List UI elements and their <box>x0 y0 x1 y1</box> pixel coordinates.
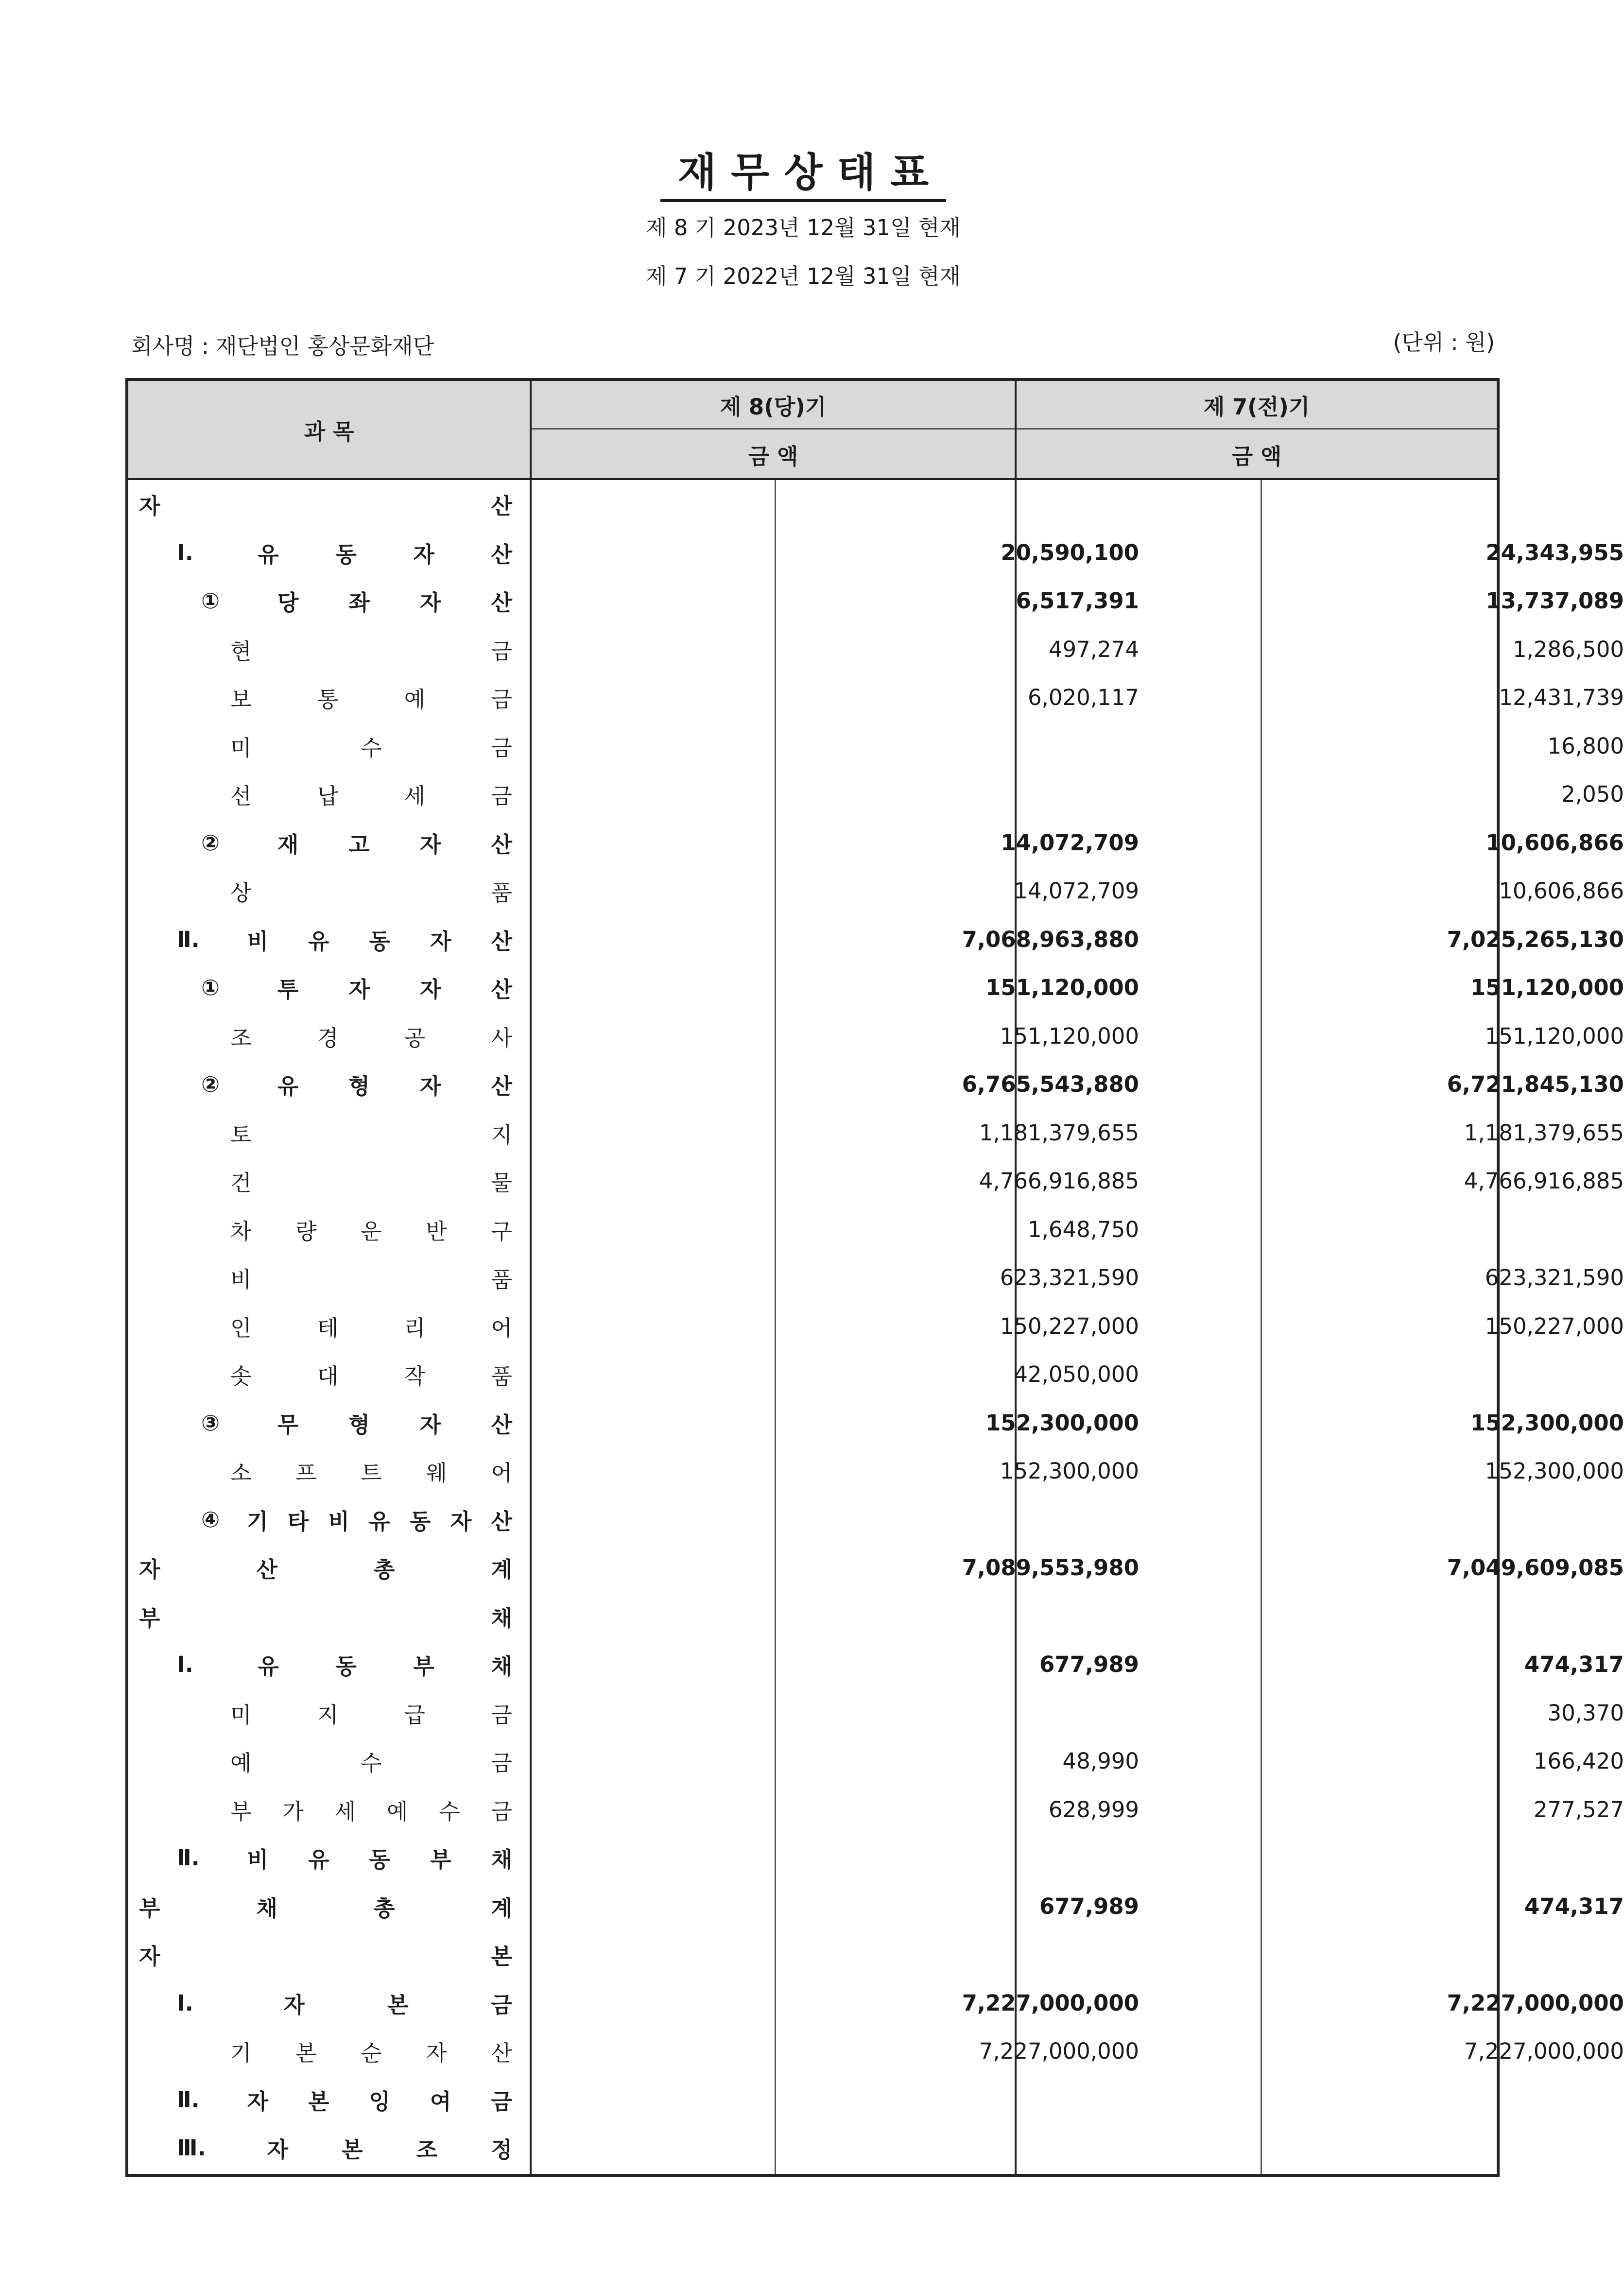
account-label-char: 보 <box>230 687 252 713</box>
previous-amount <box>1261 2076 1624 2124</box>
account-label-char: 산 <box>491 977 512 1003</box>
account-label-char: 자 <box>450 1508 472 1534</box>
account-label-char: 형 <box>348 1073 370 1100</box>
account-label-char: 트 <box>361 1460 382 1486</box>
account-label-char: 투 <box>277 977 299 1003</box>
account-label-char: 산 <box>491 1411 512 1438</box>
account-label-char: 인 <box>230 1315 252 1341</box>
account-label <box>230 1157 512 1205</box>
account-label <box>230 625 512 674</box>
account-label <box>230 673 512 722</box>
previous-amount: 152,300,000 <box>1470 1410 1624 1436</box>
account-label-char: 타 <box>287 1508 309 1534</box>
table-row <box>128 1012 1624 1061</box>
previous-amount: 151,120,000 <box>1470 975 1624 1001</box>
account-label-char: 고 <box>348 831 370 858</box>
account-label-char: 자 <box>426 2040 447 2066</box>
account-label-char: 총 <box>374 1557 395 1583</box>
account-label-char: 공 <box>404 1025 426 1051</box>
account-label <box>201 819 512 867</box>
table-row <box>128 1640 1624 1689</box>
previous-amount: 13,737,089 <box>1486 588 1624 614</box>
table-row <box>128 1350 1497 1399</box>
account-label <box>230 770 512 819</box>
account-label-char: 부 <box>413 1653 434 1680</box>
table-row <box>128 1060 1624 1109</box>
current-amount: 152,300,000 <box>1000 1458 1139 1484</box>
account-label-char: 예 <box>230 1750 252 1776</box>
table-row <box>128 1496 1497 1544</box>
previous-amount: 7,227,000,000 <box>1447 1990 1624 2016</box>
account-label-char: 세 <box>404 783 426 809</box>
current-amount: 677,989 <box>1039 1652 1139 1678</box>
account-label-char: 자 <box>419 831 441 858</box>
account-label-char: 채 <box>491 1653 512 1680</box>
previous-amount <box>1261 480 1624 529</box>
header-previous-amount: 금 액 <box>1231 443 1282 469</box>
account-label-char: 여 <box>430 2088 451 2115</box>
account-label-char: 자 <box>139 493 160 519</box>
previous-amount <box>1261 1834 1624 1882</box>
account-label <box>230 1689 512 1738</box>
account-label-char: 산 <box>491 541 512 568</box>
account-label-char: 채 <box>491 1847 512 1873</box>
account-label-char: 세 <box>334 1798 356 1824</box>
account-label-char: 산 <box>491 831 512 858</box>
table-row <box>128 819 1624 867</box>
table-row <box>128 529 1624 577</box>
account-label-char: 사 <box>491 1025 512 1051</box>
account-label <box>139 480 512 529</box>
account-label-char: 예 <box>404 687 426 713</box>
account-label-char: 차 <box>230 1218 252 1244</box>
account-label-char: 상 <box>230 880 252 906</box>
table-row <box>128 2076 1497 2124</box>
account-label-char: 산 <box>491 493 512 519</box>
account-label-char: 기 <box>247 1508 268 1534</box>
account-label-char: 부 <box>139 1895 160 1921</box>
current-amount: 677,989 <box>1039 1893 1139 1919</box>
current-amount: 20,590,100 <box>1001 539 1139 566</box>
current-amount <box>775 1689 1139 1738</box>
account-label <box>177 1979 512 2028</box>
table-row <box>128 1930 1497 1979</box>
account-label-char: 프 <box>295 1460 317 1486</box>
account-label-char: 동 <box>369 1847 390 1873</box>
account-label-char: 동 <box>409 1508 431 1534</box>
account-label-char: 물 <box>491 1170 512 1196</box>
account-label-char: 계 <box>491 1557 512 1583</box>
previous-amount: 2,050 <box>1561 781 1624 808</box>
account-label-char: 경 <box>317 1025 339 1051</box>
account-label-char: 지 <box>491 1121 512 1148</box>
table-row <box>128 1689 1624 1738</box>
account-label-char: 부 <box>230 1798 252 1824</box>
account-prefix: Ⅱ. <box>177 1845 207 1871</box>
account-label-char: 본 <box>295 2040 317 2066</box>
table-row <box>128 625 1624 674</box>
previous-amount: 24,343,955 <box>1486 539 1624 566</box>
account-prefix: Ⅲ. <box>177 2135 214 2161</box>
previous-amount: 12,431,739 <box>1499 685 1624 711</box>
previous-amount <box>1261 1592 1624 1641</box>
period-current: 제 8 기 2023년 12월 31일 현재 <box>646 215 961 241</box>
table-row <box>128 1737 1624 1786</box>
account-prefix: ② <box>201 1071 227 1098</box>
table-row <box>128 2027 1624 2076</box>
table-row <box>128 1109 1624 1157</box>
account-label-char: 통 <box>317 687 339 713</box>
current-amount: 150,227,000 <box>1000 1313 1139 1339</box>
period-previous: 제 7 기 2022년 12월 31일 현재 <box>646 263 961 289</box>
account-label-char: 본 <box>387 1992 409 2018</box>
account-label-char: 당 <box>277 590 299 616</box>
account-label <box>201 1496 512 1544</box>
current-amount: 1,181,379,655 <box>979 1119 1139 1146</box>
previous-amount: 1,286,500 <box>1512 636 1624 662</box>
previous-amount: 7,025,265,130 <box>1447 926 1624 952</box>
account-label <box>177 529 512 577</box>
previous-amount: 4,766,916,885 <box>1464 1168 1624 1194</box>
account-label-char: 유 <box>369 1508 390 1534</box>
table-row <box>128 1254 1624 1302</box>
account-label-char: 테 <box>317 1315 339 1341</box>
account-label-char: 산 <box>491 2040 512 2066</box>
previous-amount: 277,527 <box>1533 1796 1624 1823</box>
previous-amount <box>1261 1350 1624 1399</box>
account-label-char: 자 <box>267 2137 288 2163</box>
account-label-char: 금 <box>491 735 512 761</box>
account-label-char: 재 <box>277 831 299 858</box>
current-amount: 497,274 <box>1048 636 1139 662</box>
table-row <box>128 915 1624 964</box>
account-label-char: 채 <box>256 1895 277 1921</box>
account-label-char: 자 <box>419 977 441 1003</box>
previous-amount: 7,049,609,085 <box>1447 1555 1624 1581</box>
account-label-char: 금 <box>491 1992 512 2018</box>
account-label-char: 비 <box>247 1847 268 1873</box>
account-label-char: 부 <box>430 1847 451 1873</box>
table-row <box>128 1399 1624 1447</box>
previous-amount: 152,300,000 <box>1485 1458 1624 1484</box>
account-label-char: 유 <box>308 928 329 954</box>
table-row <box>128 1979 1624 2028</box>
account-label-char: 예 <box>386 1798 408 1824</box>
account-label <box>201 964 512 1012</box>
account-label-char: 웨 <box>426 1460 447 1486</box>
account-label <box>230 1302 512 1351</box>
account-label-char: 대 <box>317 1363 339 1390</box>
account-label-char: 금 <box>491 1750 512 1776</box>
account-label-char: 자 <box>419 590 441 616</box>
account-label-char: 기 <box>230 2040 252 2066</box>
table-row <box>128 577 1624 625</box>
table-row <box>128 1544 1624 1592</box>
account-prefix: Ⅱ. <box>177 2086 207 2113</box>
table-header <box>128 381 1497 478</box>
account-label-char: 유 <box>277 1073 299 1100</box>
account-label-char: 본 <box>308 2088 329 2115</box>
account-label-char: 순 <box>361 2040 382 2066</box>
account-label-char: 형 <box>348 1411 370 1438</box>
previous-amount: 16,800 <box>1547 733 1624 759</box>
current-amount: 6,517,391 <box>1016 588 1139 614</box>
account-label-char: 자 <box>348 977 370 1003</box>
previous-amount: 150,227,000 <box>1485 1313 1624 1339</box>
account-label-char: 량 <box>295 1218 317 1244</box>
previous-amount: 30,370 <box>1547 1700 1624 1726</box>
table-row <box>128 2124 1497 2172</box>
current-amount <box>775 1496 1139 1544</box>
account-label-char: 납 <box>317 783 339 809</box>
table-row <box>128 964 1624 1012</box>
account-label-char: 자 <box>283 1992 305 2018</box>
account-label-char: 수 <box>361 735 382 761</box>
account-label-char: 자 <box>413 541 434 568</box>
account-label-char: 지 <box>317 1702 339 1728</box>
account-label-char: 비 <box>247 928 268 954</box>
table-row <box>128 1447 1624 1496</box>
table-row <box>128 1882 1624 1931</box>
account-label <box>230 1447 512 1496</box>
account-label-char: 유 <box>258 541 279 568</box>
account-label <box>139 1544 512 1592</box>
previous-amount <box>1261 1205 1624 1254</box>
account-label-char: 산 <box>491 1073 512 1100</box>
account-label-char: 부 <box>139 1605 160 1631</box>
account-label-char: 비 <box>328 1508 349 1534</box>
current-amount: 623,321,590 <box>1000 1265 1139 1291</box>
account-label <box>230 1254 512 1302</box>
account-label-char: 구 <box>491 1218 512 1244</box>
account-label-char: 본 <box>342 2137 363 2163</box>
current-amount: 151,120,000 <box>1000 1023 1139 1049</box>
account-prefix: ④ <box>201 1506 227 1532</box>
account-label-char: 품 <box>491 1267 512 1293</box>
current-amount <box>775 1930 1139 1979</box>
account-label-char: 운 <box>361 1218 382 1244</box>
account-label <box>139 1930 512 1979</box>
current-amount <box>775 1834 1139 1882</box>
account-label-char: 선 <box>230 783 252 809</box>
table-row <box>128 1157 1624 1205</box>
account-label-char: 산 <box>491 928 512 954</box>
account-label <box>177 2076 512 2124</box>
account-label <box>201 577 512 625</box>
account-label-char: 금 <box>491 2088 512 2115</box>
table-row <box>128 1302 1624 1351</box>
current-amount <box>775 480 1139 529</box>
account-label-char: 품 <box>491 1363 512 1390</box>
company-name: 회사명 : 재단법인 홍상문화재단 <box>131 333 434 359</box>
account-label-char: 동 <box>369 928 390 954</box>
table-row <box>128 867 1624 915</box>
table-row <box>128 770 1624 819</box>
account-label <box>177 2124 512 2172</box>
account-label-char: 비 <box>230 1267 252 1293</box>
previous-amount: 166,420 <box>1533 1748 1624 1774</box>
previous-amount <box>1261 2124 1624 2172</box>
account-label-char: 현 <box>230 638 252 664</box>
current-amount: 14,072,709 <box>1001 829 1139 856</box>
account-label-char: 금 <box>491 638 512 664</box>
account-label-char: 채 <box>491 1605 512 1631</box>
current-amount <box>775 1592 1139 1641</box>
account-label-char: 어 <box>491 1315 512 1341</box>
account-label-char: 미 <box>230 1702 252 1728</box>
account-label-char: 동 <box>335 1653 357 1680</box>
account-label-char: 유 <box>308 1847 329 1873</box>
account-label-char: 건 <box>230 1170 252 1196</box>
current-amount: 7,227,000,000 <box>962 1990 1139 2016</box>
account-label-char: 품 <box>491 880 512 906</box>
account-label-char: 솟 <box>230 1363 252 1390</box>
header-current-period: 제 8(당)기 <box>720 394 827 420</box>
account-label <box>230 1012 512 1061</box>
current-amount: 1,648,750 <box>1027 1216 1139 1242</box>
account-label <box>230 1205 512 1254</box>
previous-amount: 10,606,866 <box>1486 829 1624 856</box>
account-label-char: 작 <box>404 1363 426 1390</box>
account-prefix: ② <box>201 829 227 856</box>
current-amount: 48,990 <box>1062 1748 1139 1774</box>
previous-amount: 623,321,590 <box>1485 1265 1624 1291</box>
current-amount <box>775 2076 1139 2124</box>
account-label-char: 소 <box>230 1460 252 1486</box>
account-label-char: 조 <box>416 2137 438 2163</box>
account-label <box>230 2027 512 2076</box>
account-label-char: 자 <box>419 1411 441 1438</box>
account-label <box>177 1834 512 1882</box>
current-amount <box>775 2124 1139 2172</box>
current-amount: 4,766,916,885 <box>979 1168 1139 1194</box>
account-label-char: 자 <box>247 2088 268 2115</box>
account-label <box>230 722 512 771</box>
current-amount: 628,999 <box>1048 1796 1139 1823</box>
account-label <box>139 1592 512 1641</box>
account-label-char: 유 <box>258 1653 279 1680</box>
header-current-amount: 금 액 <box>748 443 798 469</box>
account-prefix: ③ <box>201 1410 227 1436</box>
balance-sheet-table <box>125 378 1624 2177</box>
account-label-char: 수 <box>361 1750 382 1776</box>
account-label-char: 계 <box>491 1895 512 1921</box>
header-divider <box>532 428 1497 430</box>
account-label-char: 자 <box>419 1073 441 1100</box>
account-label-char: 정 <box>491 2137 512 2163</box>
account-prefix: ① <box>201 588 227 614</box>
account-label-char: 동 <box>335 541 357 568</box>
account-label <box>177 1640 512 1689</box>
account-label-char: 잉 <box>369 2088 390 2115</box>
current-amount: 151,120,000 <box>985 975 1139 1001</box>
account-label-char: 반 <box>426 1218 447 1244</box>
account-label-char: 자 <box>139 1557 160 1583</box>
account-label-char: 자 <box>139 1944 160 1970</box>
table-row <box>128 480 1497 529</box>
account-label-char: 금 <box>491 783 512 809</box>
account-label <box>177 915 512 964</box>
account-prefix: ① <box>201 975 227 1001</box>
account-label <box>139 1882 512 1931</box>
account-label-char: 산 <box>256 1557 277 1583</box>
account-label-char: 산 <box>491 1508 512 1534</box>
account-label <box>230 1109 512 1157</box>
account-prefix: Ⅰ. <box>177 539 201 566</box>
previous-amount <box>1261 1496 1624 1544</box>
previous-amount <box>1261 1930 1624 1979</box>
unit-label: (단위 : 원) <box>1393 329 1495 355</box>
previous-amount: 151,120,000 <box>1485 1023 1624 1049</box>
account-label <box>201 1060 512 1109</box>
account-label-char: 금 <box>491 687 512 713</box>
account-label-char: 총 <box>374 1895 395 1921</box>
account-label-char: 금 <box>491 1798 512 1824</box>
current-amount: 152,300,000 <box>985 1410 1139 1436</box>
table-row <box>128 1834 1497 1882</box>
previous-amount: 1,181,379,655 <box>1464 1119 1624 1146</box>
account-label-char: 금 <box>491 1702 512 1728</box>
account-label-char: 자 <box>430 928 451 954</box>
account-label <box>230 867 512 915</box>
previous-amount: 6,721,845,130 <box>1447 1071 1624 1098</box>
current-amount: 7,227,000,000 <box>979 2038 1139 2065</box>
account-label-char: 어 <box>491 1460 512 1486</box>
account-label-char: 수 <box>439 1798 460 1824</box>
current-amount: 6,765,543,880 <box>962 1071 1139 1098</box>
table-row <box>128 1205 1497 1254</box>
previous-amount: 474,317 <box>1524 1652 1624 1678</box>
table-row <box>128 673 1624 722</box>
header-previous-period: 제 7(전)기 <box>1203 394 1310 420</box>
current-amount: 14,072,709 <box>1014 878 1139 904</box>
current-amount: 7,089,553,980 <box>962 1555 1139 1581</box>
account-label-char: 무 <box>277 1411 299 1438</box>
account-label-char: 산 <box>491 590 512 616</box>
account-label-char: 급 <box>404 1702 426 1728</box>
header-account: 과 목 <box>304 418 354 445</box>
table-row <box>128 1592 1497 1641</box>
document-title: 재무상태표 <box>0 141 1607 198</box>
table-row <box>128 1786 1624 1834</box>
current-amount <box>775 770 1139 819</box>
current-amount: 42,050,000 <box>1014 1361 1139 1388</box>
table-row <box>128 722 1624 771</box>
current-amount <box>775 722 1139 771</box>
account-label-char: 본 <box>491 1944 512 1970</box>
previous-amount: 10,606,866 <box>1499 878 1624 904</box>
account-label-char: 조 <box>230 1025 252 1051</box>
account-prefix: Ⅰ. <box>177 1652 201 1678</box>
account-label-char: 토 <box>230 1121 252 1148</box>
account-label <box>230 1786 512 1834</box>
account-label <box>201 1399 512 1447</box>
previous-amount: 474,317 <box>1524 1893 1624 1919</box>
account-label-char: 리 <box>404 1315 426 1341</box>
previous-amount: 7,227,000,000 <box>1464 2038 1624 2065</box>
account-label-char: 좌 <box>348 590 370 616</box>
current-amount: 7,068,963,880 <box>962 926 1139 952</box>
account-prefix: Ⅰ. <box>177 1990 201 2016</box>
account-label-char: 가 <box>282 1798 304 1824</box>
account-prefix: Ⅱ. <box>177 926 207 952</box>
account-label-char: 미 <box>230 735 252 761</box>
current-amount: 6,020,117 <box>1027 685 1139 711</box>
account-label <box>230 1350 512 1399</box>
account-label <box>230 1737 512 1786</box>
